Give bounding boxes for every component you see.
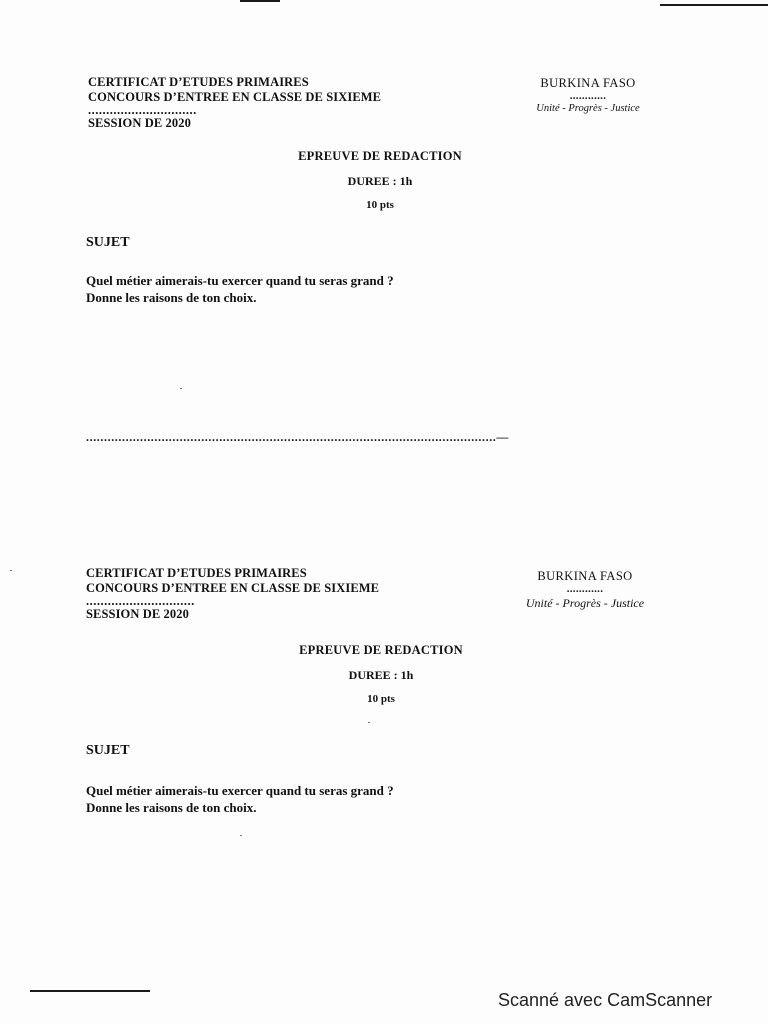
subject-question xyxy=(86,782,394,816)
question-line-1: Quel métier aimerais-tu exercer quand tu seras grand ? xyxy=(86,273,394,288)
camscanner-watermark: Scanné avec CamScanner xyxy=(498,990,713,1010)
exam-duration: DUREE : 1h xyxy=(347,174,413,188)
question-line-1: Quel métier aimerais-tu exercer quand tu seras grand ? xyxy=(86,783,394,798)
dotted-line: .............................. xyxy=(86,594,195,608)
subject-heading: SUJET xyxy=(86,743,130,758)
certificate-title: CERTIFICAT D’ETUDES PRIMAIRES xyxy=(88,75,309,89)
session-label: SESSION DE 2020 xyxy=(88,116,191,130)
scan-speck xyxy=(180,388,182,389)
header-right xyxy=(505,569,665,611)
scan-speck xyxy=(368,722,370,723)
country-name: BURKINA FASO xyxy=(537,569,633,583)
exam-title: EPREUVE DE REDACTION xyxy=(298,149,462,163)
scan-edge-top-right xyxy=(660,4,768,6)
dotted-line: ............ xyxy=(569,90,607,102)
header-left xyxy=(86,566,379,622)
header-left xyxy=(88,75,381,131)
exam-points: 10 pts xyxy=(367,693,395,705)
subject-question xyxy=(86,272,394,306)
contest-title: CONCOURS D’ENTREE EN CLASSE DE SIXIEME xyxy=(88,90,382,104)
scan-edge-top xyxy=(240,0,280,2)
exam-info xyxy=(231,643,531,705)
exam-info xyxy=(230,149,530,211)
scan-speck xyxy=(10,570,12,571)
scan-speck xyxy=(240,835,242,836)
national-motto: Unité - Progrès - Justice xyxy=(536,103,640,114)
exam-points: 10 pts xyxy=(366,199,394,211)
exam-title: EPREUVE DE REDACTION xyxy=(299,643,463,657)
scan-edge-bottom xyxy=(30,990,150,992)
session-label: SESSION DE 2020 xyxy=(86,607,189,621)
header-right xyxy=(508,76,668,114)
dotted-line: .............................. xyxy=(88,103,197,117)
contest-title: CONCOURS D’ENTREE EN CLASSE DE SIXIEME xyxy=(86,581,380,595)
country-name: BURKINA FASO xyxy=(540,76,636,90)
dotted-line: ............ xyxy=(566,583,604,595)
subject-heading: SUJET xyxy=(86,235,130,250)
certificate-title: CERTIFICAT D’ETUDES PRIMAIRES xyxy=(86,566,307,580)
cut-separator: ..................................................................................................................— xyxy=(86,430,509,444)
exam-duration: DUREE : 1h xyxy=(348,668,414,682)
question-line-2: Donne les raisons de ton choix. xyxy=(86,290,257,305)
question-line-2: Donne les raisons de ton choix. xyxy=(86,800,257,815)
national-motto: Unité - Progrès - Justice xyxy=(525,596,645,610)
